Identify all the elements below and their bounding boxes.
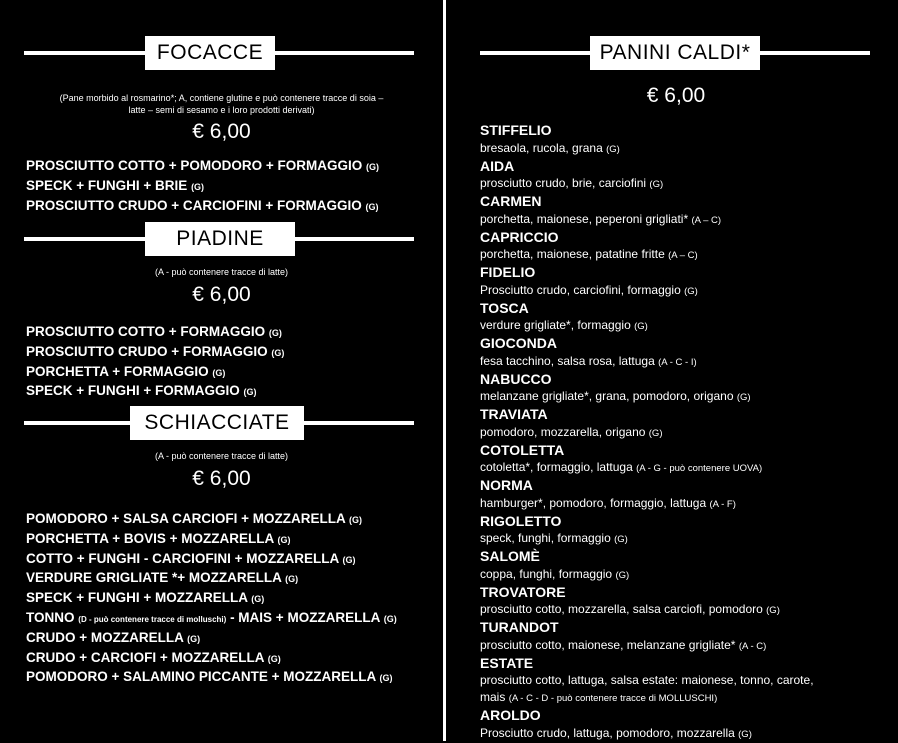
list-item: TONNO (D - può contenere tracce di molluschi) - MAIS + MOZZARELLA (G) [26,609,397,625]
list-item: GIOCONDA fesa tacchino, salsa rosa, lattuga (A - C - I) [480,335,697,368]
list-item: VERDURE GRIGLIATE *+ MOZZARELLA (G) [26,570,299,586]
list-item: TURANDOT prosciutto cotto, maionese, melanzane grigliate* (A - C) [480,619,767,652]
list-item: CRUDO + MOZZARELLA (G) [26,629,201,645]
piadine-title: PIADINE [145,222,295,256]
list-item: AIDA prosciutto crudo, brie, carciofini (G) [480,157,664,190]
list-item: ESTATE prosciutto cotto, lattuga, salsa estate: maionese, tonno, carote, mais (A - C - D - può contenere tracce di MOLLUSCHI) [480,654,814,704]
list-item: SALOMÈ coppa, funghi, formaggio (G) [480,548,630,581]
list-item: COTTO + FUNGHI - CARCIOFINI + MOZZARELLA (G) [26,550,356,566]
list-item: CRUDO + CARCIOFI + MOZZARELLA (G) [26,649,281,665]
focacce-list [26,157,379,216]
schiacciate-list [26,510,397,688]
panini-price: € 6,00 [646,84,706,107]
list-item: PORCHETTA + FORMAGGIO (G) [26,363,226,379]
list-item: TRAVIATA pomodoro, mozzarella, origano (G) [480,406,663,439]
focacce-price: € 6,00 [192,120,251,143]
list-item: TROVATORE prosciutto cotto, mozzarella, salsa carciofi, pomodoro (G) [480,583,780,616]
focacce-header [0,36,443,70]
list-item: POMODORO + SALAMINO PICCANTE + MOZZARELLA (G) [26,669,393,685]
piadine-list [26,323,284,402]
list-item: CARMEN porchetta, maionese, peperoni grigliati* (A – C) [480,193,722,226]
list-item: PROSCIUTTO COTTO + POMODORO + FORMAGGIO (G) [26,158,380,173]
list-item: POMODORO + SALSA CARCIOFI + MOZZARELLA (G) [26,511,363,526]
focacce-note-line2: latte – semi di sesamo e i loro prodotti derivati) [128,105,315,115]
piadine-note: (A - può contenere tracce di latte) [154,267,289,277]
list-item: TOSCA verdure grigliate*, formaggio (G) [480,299,648,332]
left-column [0,0,443,741]
list-item: SPECK + FUNGHI + FORMAGGIO (G) [26,383,257,399]
focacce-note-line1: (Pane morbido al rosmarino*; A, contiene glutine e può contenere tracce di soia – [59,93,384,103]
schiacciate-title: SCHIACCIATE [130,406,304,440]
focacce-title: FOCACCE [145,36,275,70]
list-item: PROSCIUTTO CRUDO + CARCIOFINI + FORMAGGIO (G) [26,197,379,213]
list-item: SPECK + FUNGHI + MOZZARELLA (G) [26,590,265,606]
list-item: COTOLETTA cotoletta*, formaggio, lattuga (A - G - può contenere UOVA) [480,441,763,474]
panini-list [480,122,814,743]
list-item: STIFFELIO bresaola, rucola, grana (G) [480,122,620,155]
right-column [446,0,898,741]
list-item: NORMA hamburger*, pomodoro, formaggio, lattuga (A - F) [480,477,736,510]
list-item: RIGOLETTO speck, funghi, formaggio (G) [480,512,628,545]
panini-header [446,36,898,70]
piadine-header [0,222,443,256]
list-item: NABUCCO melanzane grigliate*, grana, pomodoro, origano (G) [480,370,751,403]
list-item: PROSCIUTTO CRUDO + FORMAGGIO (G) [26,343,285,359]
list-item: CAPRICCIO porchetta, maionese, patatine fritte (A – C) [480,228,698,261]
list-item: FIDELIO Prosciutto crudo, carciofini, formaggio (G) [480,264,698,297]
focacce-note [0,92,443,116]
schiacciate-price: € 6,00 [192,467,251,490]
list-item: PROSCIUTTO COTTO + FORMAGGIO (G) [26,324,282,339]
list-item: SPECK + FUNGHI + BRIE (G) [26,177,205,193]
piadine-price: € 6,00 [192,283,251,306]
panini-title: PANINI CALDI* [590,36,760,70]
list-item: PORCHETTA + BOVIS + MOZZARELLA (G) [26,530,291,546]
list-item: AROLDO Prosciutto crudo, lattuga, pomodoro, mozzarella (G) [480,707,752,740]
schiacciate-header [0,406,443,440]
schiacciate-note: (A - può contenere tracce di latte) [154,451,289,461]
